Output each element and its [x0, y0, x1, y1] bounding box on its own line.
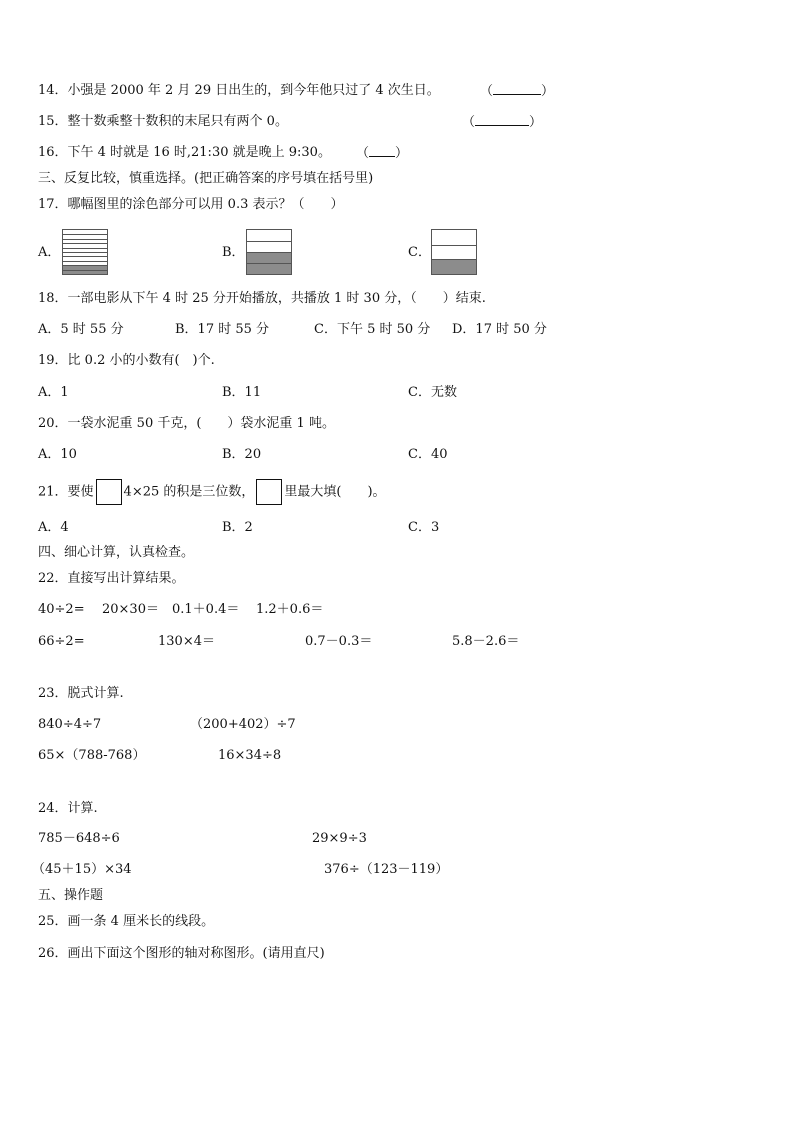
q22-expr: 0.1＋0.4＝ — [172, 602, 240, 617]
divider-line — [63, 252, 107, 253]
q18-option-a[interactable]: A．5 时 55 分 — [38, 322, 124, 337]
q24-expr: 785－648÷6 — [38, 831, 120, 846]
answer-box-21-ref — [256, 479, 282, 505]
question-22-stem: 22．直接写出计算结果。 — [38, 571, 185, 586]
divider-line — [63, 270, 107, 271]
divider-line — [63, 239, 107, 240]
question-19-stem: 19．比 0.2 小的小数有( )个. — [38, 353, 215, 368]
q22-expr: 40÷2= — [38, 602, 85, 617]
q20-option-c[interactable]: C．40 — [408, 447, 448, 462]
q23-expr: 65×（788-768） — [38, 748, 146, 763]
question-21-stem: 21．要使 4×25 的积是三位数， 里最大填( )。 — [38, 479, 386, 506]
divider-line — [63, 261, 107, 262]
question-14-text: 14．小强是 2000 年 2 月 29 日出生的，到今年他只过了 4 次生日。 — [38, 83, 440, 98]
q18-option-b[interactable]: B．17 时 55 分 — [175, 322, 270, 337]
question-17-stem: 17．哪幅图里的涂色部分可以用 0.3 表示？（ ） — [38, 197, 344, 212]
divider-line — [247, 263, 291, 264]
section-5-heading: 五、操作题 — [38, 888, 104, 903]
q17-option-a-figure[interactable] — [62, 229, 108, 275]
q24-expr: （45＋15）×34 — [32, 862, 132, 877]
q17-option-b-figure[interactable] — [246, 229, 292, 275]
q21-option-c[interactable]: C．3 — [408, 520, 440, 535]
q17-option-c-label[interactable]: C． — [408, 245, 431, 260]
shaded-part — [247, 252, 291, 263]
question-20-stem: 20．一袋水泥重 50 千克，( ）袋水泥重 1 吨。 — [38, 416, 335, 431]
question-14 — [38, 82, 440, 100]
answer-blank-14[interactable] — [493, 82, 541, 95]
answer-box-21-digit[interactable] — [96, 479, 122, 505]
divider-line — [63, 265, 107, 266]
question-24-stem: 24．计算. — [38, 801, 98, 816]
q19-option-a[interactable]: A．1 — [38, 385, 69, 400]
q17-option-b-label[interactable]: B． — [222, 245, 245, 260]
q24-expr: 29×9÷3 — [312, 831, 367, 846]
divider-line — [63, 248, 107, 249]
question-18-stem: 18．一部电影从下午 4 时 25 分开始播放，共播放 1 时 30 分，（ ）结束. — [38, 291, 486, 306]
q19-option-b[interactable]: B．11 — [222, 385, 262, 400]
answer-blank-15[interactable] — [475, 113, 529, 126]
q20-option-b[interactable]: B．20 — [222, 447, 262, 462]
q22-expr: 130×4＝ — [158, 634, 215, 649]
answer-bracket-15[interactable]: （ ） — [462, 115, 543, 130]
q19-option-c[interactable]: C．无数 — [408, 385, 457, 400]
q22-expr: 1.2＋0.6＝ — [256, 602, 324, 617]
question-23-stem: 23．脱式计算. — [38, 686, 124, 701]
answer-bracket-14[interactable]: （ ） — [480, 84, 555, 99]
question-26: 26．画出下面这个图形的轴对称图形。(请用直尺) — [38, 946, 325, 961]
question-15 — [38, 113, 288, 131]
divider-line — [63, 256, 107, 257]
q18-option-c[interactable]: C．下午 5 时 50 分 — [314, 322, 431, 337]
divider-line — [63, 234, 107, 235]
answer-blank-16[interactable] — [369, 144, 395, 157]
q22-expr: 5.8－2.6＝ — [452, 634, 520, 649]
q18-option-d[interactable]: D．17 时 50 分 — [452, 322, 547, 337]
q21-option-a[interactable]: A．4 — [38, 520, 69, 535]
section-3-heading: 三、反复比较，慎重选择。(把正确答案的序号填在括号里) — [38, 171, 374, 186]
divider-line — [247, 241, 291, 242]
q23-expr: 840÷4÷7 — [38, 717, 102, 732]
divider-line — [63, 243, 107, 244]
answer-bracket-16[interactable]: （ ） — [356, 146, 409, 161]
divider-line — [432, 245, 476, 246]
question-25: 25．画一条 4 厘米长的线段。 — [38, 914, 215, 929]
divider-line — [247, 252, 291, 253]
q22-expr: 0.7－0.3＝ — [305, 634, 373, 649]
question-16 — [38, 144, 331, 162]
question-16-text: 16．下午 4 时就是 16 时,21:30 就是晚上 9:30。 — [38, 145, 331, 160]
section-4-heading: 四、细心计算，认真检查。 — [38, 545, 195, 560]
divider-line — [432, 259, 476, 260]
q17-option-a-label[interactable]: A． — [38, 245, 61, 260]
shaded-part — [247, 263, 291, 274]
question-15-text: 15．整十数乘整十数积的末尾只有两个 0。 — [38, 114, 288, 129]
q22-expr: 66÷2= — [38, 634, 85, 649]
q23-expr: 16×34÷8 — [218, 748, 282, 763]
q21-option-b[interactable]: B．2 — [222, 520, 253, 535]
q17-option-c-figure[interactable] — [431, 229, 477, 275]
q22-expr: 20×30＝ — [102, 602, 159, 617]
q20-option-a[interactable]: A．10 — [38, 447, 77, 462]
shaded-part — [432, 259, 476, 274]
q23-expr: （200+402）÷7 — [190, 717, 296, 732]
q24-expr: 376÷（123－119） — [324, 862, 449, 877]
